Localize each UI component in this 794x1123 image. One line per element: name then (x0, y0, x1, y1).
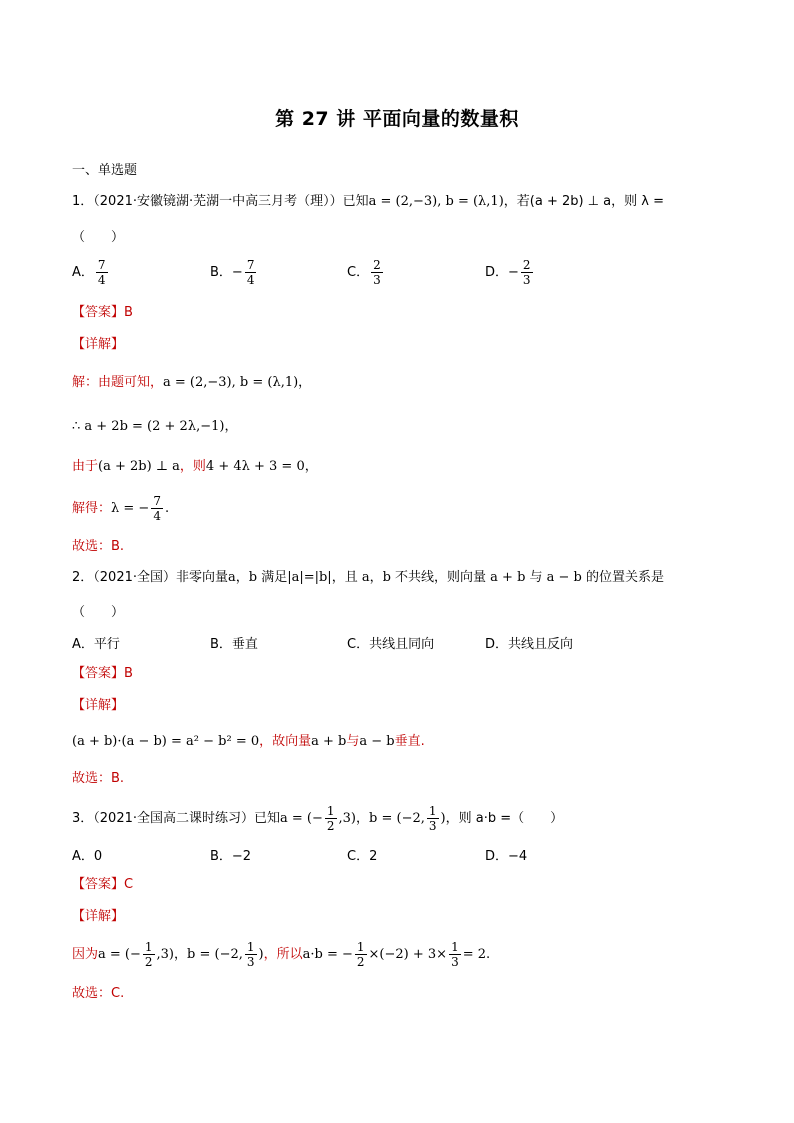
q3-step-1 (72, 940, 490, 969)
q3-step-1-c-end: = 2. (462, 947, 491, 962)
fraction-denominator: 2 (144, 955, 153, 969)
q1-answer (72, 304, 133, 322)
fraction-numerator: 7 (246, 258, 255, 272)
q1-option-c-frac (371, 258, 383, 287)
q1-option-c (347, 258, 385, 287)
q3-option-a: A．0 (72, 849, 103, 864)
q2-step-1-text3: 垂直. (394, 734, 425, 749)
fraction-denominator: 4 (97, 273, 106, 287)
q3-option-c: C．2 (347, 849, 378, 864)
q3-ask: ，则 a·b =（ ） (445, 811, 564, 826)
q2-conclusion: 故选：B. (72, 771, 125, 786)
q3-detail-label: 【详解】 (72, 909, 125, 924)
answer-value: B (124, 666, 133, 681)
q1-stem (72, 193, 664, 211)
fraction-numerator: 1 (144, 940, 153, 954)
q3-step-1-a: a = (− (98, 947, 141, 962)
q3-answer (72, 876, 133, 894)
q3-step-1-b-end: ) (258, 947, 264, 962)
fraction-numerator: 2 (373, 258, 381, 272)
q3-step-1-a-frac (143, 940, 155, 969)
q1-option-d-label: D．− (485, 265, 519, 280)
fraction-numerator: 1 (326, 804, 335, 818)
fraction-numerator: 1 (246, 940, 255, 954)
q2-step-1-math2: a + b (311, 734, 347, 749)
answer-label: 【答案】 (72, 877, 125, 892)
q1-stem-math: a = (2,−3), b = (λ,1) (368, 194, 504, 209)
q2-paren: （ ） (72, 605, 125, 620)
q1-step-3-math2: 4 + 4λ + 3 = 0 (205, 459, 305, 474)
q3-a-frac (325, 804, 337, 833)
q2-step-1-math3: a − b (359, 734, 395, 749)
q3-step-1-c-frac (355, 940, 367, 969)
fraction-numerator: 1 (451, 940, 459, 954)
q1-option-c-label: C． (347, 265, 370, 280)
q1-step-3-math: (a + 2b) ⊥ a (98, 459, 180, 474)
q3-b-frac (427, 804, 439, 833)
q2-step-1-text: ，故向量 (259, 734, 312, 749)
section-heading: 一、单选题 (72, 163, 138, 178)
q1-step-2-math: ∴ a + 2b = (2 + 2λ,−1)， (72, 419, 238, 434)
fraction-denominator: 3 (373, 273, 381, 287)
q1-conclusion: 故选：B. (72, 539, 125, 554)
q1-paren: （ ） (72, 230, 125, 245)
answer-label: 【答案】 (72, 305, 125, 320)
fraction-denominator: 3 (428, 819, 437, 833)
q2-stem-mid: a，b 满足|a|=|b|，且 a，b 不共线，则向量 a + b 与 a − b 的位置关系是 (228, 570, 665, 585)
fraction-numerator: 2 (522, 258, 531, 272)
q3-step-1-c-mid: ×(−2) + 3× (368, 947, 448, 962)
fraction-denominator: 3 (522, 273, 531, 287)
q3-step-1-text2: ，所以 (263, 947, 303, 962)
q1-step-4-frac (151, 494, 163, 523)
q1-option-a-label: A． (72, 265, 94, 280)
q3-option-d: D．−4 (485, 849, 528, 864)
q3-sep: ， (356, 811, 370, 826)
fraction-denominator: 2 (326, 819, 335, 833)
q1-option-b-label: B．− (210, 265, 243, 280)
q2-step-1-math: (a + b)·(a − b) = a² − b² = 0 (72, 734, 260, 749)
fraction-denominator: 4 (246, 273, 255, 287)
q2-option-d: D．共线且反向 (485, 637, 574, 652)
q1-step-1-math: a = (2,−3), b = (λ,1)， (163, 375, 312, 390)
q2-detail-label: 【详解】 (72, 698, 125, 713)
q3-step-1-b: b = (−2, (187, 947, 243, 962)
q3-stem (72, 804, 563, 833)
q3-b-vec: b = (−2, (369, 811, 425, 826)
q1-step-4 (72, 494, 169, 523)
q1-option-b-frac (245, 258, 257, 287)
q1-step-3-end: ， (304, 459, 318, 474)
q3-step-1-text: 因为 (72, 947, 99, 962)
fraction-denominator: 3 (246, 955, 255, 969)
q3-a-vec: a = (− (280, 811, 323, 826)
q2-step-1-text2: 与 (346, 734, 360, 749)
q2-option-a: A．平行 (72, 637, 120, 652)
q1-stem-text: 1．（2021·安徽镜湖·芜湖一中高三月考（理））已知 (72, 194, 369, 209)
q1-step-4-math: λ = − (111, 501, 150, 516)
page-title: 第 27 讲 平面向量的数量积 (275, 108, 519, 130)
q2-stem (72, 569, 664, 587)
q1-step-1 (72, 374, 311, 392)
q2-answer (72, 665, 133, 683)
fraction-numerator: 1 (356, 940, 365, 954)
fraction-numerator: 7 (153, 494, 161, 508)
q3-a-end: ,3) (338, 811, 356, 826)
q1-step-4-end: . (164, 501, 170, 516)
q3-step-1-sep: ， (174, 947, 188, 962)
q3-step-1-a-end: ,3) (156, 947, 175, 962)
q3-option-b: B．−2 (210, 849, 252, 864)
q1-detail-label: 【详解】 (72, 337, 125, 352)
q1-option-a (72, 258, 110, 287)
q2-option-b: B．垂直 (210, 637, 258, 652)
q1-step-3-text: 由于 (72, 459, 99, 474)
q1-option-b (210, 258, 258, 287)
q1-step-1-text: 解：由题可知， (72, 375, 164, 390)
q2-stem-text: 2．（2021·全国）非零向量 (72, 570, 228, 585)
q1-step-4-text: 解得： (72, 501, 112, 516)
q1-step-3 (72, 458, 318, 476)
q3-b-end: ) (440, 811, 446, 826)
fraction-numerator: 7 (97, 258, 106, 272)
fraction-denominator: 2 (356, 955, 365, 969)
q3-stem-text: 3．（2021·全国高二课时练习）已知 (72, 811, 280, 826)
q3-step-1-b-frac (245, 940, 257, 969)
fraction-denominator: 4 (153, 509, 161, 523)
q1-step-2 (72, 418, 237, 436)
q3-conclusion: 故选：C. (72, 986, 125, 1001)
fraction-numerator: 1 (428, 804, 437, 818)
q3-step-1-c: a·b = − (302, 947, 353, 962)
answer-value: B (124, 305, 133, 320)
q1-step-3-text2: ，则 (179, 459, 206, 474)
q2-option-c: C．共线且同向 (347, 637, 435, 652)
q1-stem-cond: ，若(a + 2b) ⊥ a，则 λ = (503, 194, 664, 209)
q3-step-1-c-frac2 (449, 940, 461, 969)
q1-option-d-frac (521, 258, 533, 287)
answer-label: 【答案】 (72, 666, 125, 681)
q1-option-a-frac (96, 258, 108, 287)
q1-option-d (485, 258, 535, 287)
answer-value: C (124, 877, 134, 892)
q2-step-1 (72, 733, 425, 751)
fraction-denominator: 3 (451, 955, 459, 969)
